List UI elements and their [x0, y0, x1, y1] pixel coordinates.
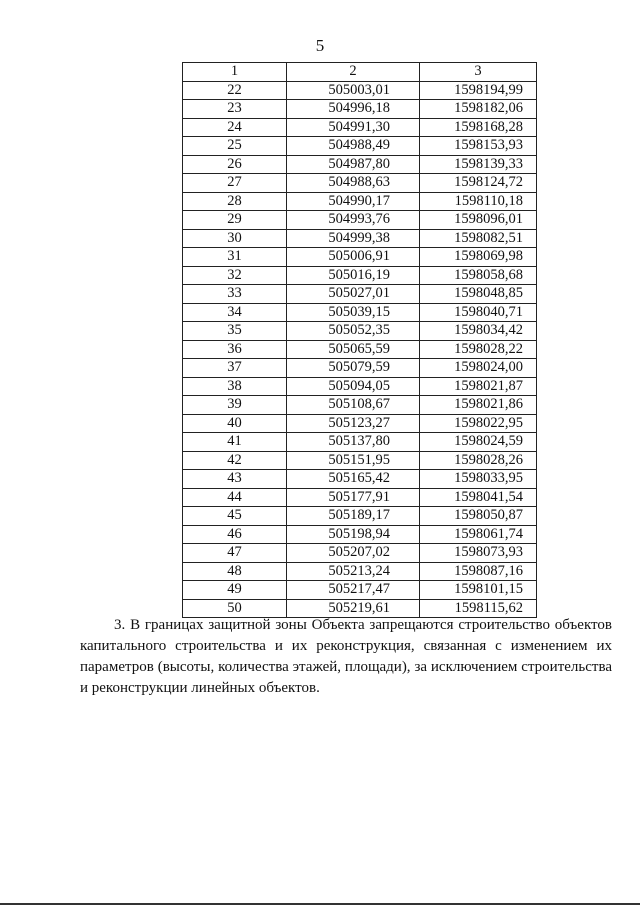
x-coordinate-cell: 504987,80: [287, 155, 420, 174]
point-number-cell: 44: [183, 488, 287, 507]
point-number-cell: 49: [183, 581, 287, 600]
y-coordinate-cell: 1598028,26: [420, 451, 537, 470]
y-coordinate-cell: 1598124,72: [420, 174, 537, 193]
y-coordinate-cell: 1598073,93: [420, 544, 537, 563]
table-body: [183, 81, 537, 618]
x-coordinate-cell: 505003,01: [287, 81, 420, 100]
y-coordinate-cell: 1598182,06: [420, 100, 537, 119]
x-coordinate-cell: 505217,47: [287, 581, 420, 600]
point-number-cell: 35: [183, 322, 287, 341]
x-coordinate-cell: 505165,42: [287, 470, 420, 489]
point-number-cell: 28: [183, 192, 287, 211]
table-row: [183, 248, 537, 267]
y-coordinate-cell: 1598024,59: [420, 433, 537, 452]
point-number-cell: 31: [183, 248, 287, 267]
y-coordinate-cell: 1598153,93: [420, 137, 537, 156]
y-coordinate-cell: 1598110,18: [420, 192, 537, 211]
x-coordinate-cell: 505016,19: [287, 266, 420, 285]
x-coordinate-cell: 505123,27: [287, 414, 420, 433]
table-row: [183, 396, 537, 415]
point-number-cell: 37: [183, 359, 287, 378]
x-coordinate-cell: 504996,18: [287, 100, 420, 119]
x-coordinate-cell: 504990,17: [287, 192, 420, 211]
table-row: [183, 174, 537, 193]
table-row: [183, 192, 537, 211]
point-number-cell: 50: [183, 599, 287, 618]
point-number-cell: 36: [183, 340, 287, 359]
point-number-cell: 43: [183, 470, 287, 489]
x-coordinate-cell: 505189,17: [287, 507, 420, 526]
x-coordinate-cell: 505198,94: [287, 525, 420, 544]
x-coordinate-cell: 505177,91: [287, 488, 420, 507]
table-row: [183, 581, 537, 600]
x-coordinate-cell: 505052,35: [287, 322, 420, 341]
x-coordinate-cell: 505219,61: [287, 599, 420, 618]
table-row: [183, 525, 537, 544]
point-number-cell: 30: [183, 229, 287, 248]
point-number-cell: 34: [183, 303, 287, 322]
y-coordinate-cell: 1598040,71: [420, 303, 537, 322]
page-number: 5: [315, 36, 325, 55]
point-number-cell: 38: [183, 377, 287, 396]
y-coordinate-cell: 1598058,68: [420, 266, 537, 285]
x-coordinate-cell: 505039,15: [287, 303, 420, 322]
x-coordinate-cell: 504988,49: [287, 137, 420, 156]
x-coordinate-cell: 504991,30: [287, 118, 420, 137]
y-coordinate-cell: 1598082,51: [420, 229, 537, 248]
x-coordinate-cell: 505213,24: [287, 562, 420, 581]
y-coordinate-cell: 1598021,86: [420, 396, 537, 415]
y-coordinate-cell: 1598087,16: [420, 562, 537, 581]
y-coordinate-cell: 1598041,54: [420, 488, 537, 507]
point-number-cell: 26: [183, 155, 287, 174]
y-coordinate-cell: 1598096,01: [420, 211, 537, 230]
table-row: [183, 562, 537, 581]
table-row: [183, 118, 537, 137]
point-number-cell: 42: [183, 451, 287, 470]
column-header-3: 3: [420, 63, 537, 82]
y-coordinate-cell: 1598022,95: [420, 414, 537, 433]
y-coordinate-cell: 1598115,62: [420, 599, 537, 618]
point-number-cell: 45: [183, 507, 287, 526]
table-row: [183, 100, 537, 119]
point-number-cell: 41: [183, 433, 287, 452]
coordinates-table: [182, 62, 537, 618]
x-coordinate-cell: 505137,80: [287, 433, 420, 452]
table-row: [183, 229, 537, 248]
x-coordinate-cell: 505094,05: [287, 377, 420, 396]
table-row: [183, 340, 537, 359]
point-number-cell: 33: [183, 285, 287, 304]
table-row: [183, 470, 537, 489]
column-header-1: 1: [183, 63, 287, 82]
x-coordinate-cell: 505207,02: [287, 544, 420, 563]
y-coordinate-cell: 1598024,00: [420, 359, 537, 378]
y-coordinate-cell: 1598139,33: [420, 155, 537, 174]
table-row: [183, 266, 537, 285]
point-number-cell: 39: [183, 396, 287, 415]
table-row: [183, 451, 537, 470]
y-coordinate-cell: 1598033,95: [420, 470, 537, 489]
y-coordinate-cell: 1598028,22: [420, 340, 537, 359]
y-coordinate-cell: 1598069,98: [420, 248, 537, 267]
table-row: [183, 488, 537, 507]
restriction-paragraph: 3. В границах защитной зоны Объекта запрещаются строительство объектов капитального строительства и их реконструкция, связанная с изменением их параметров (высоты, количества этажей, площади), за исключением строительства и реконструкции линейных объектов.: [80, 617, 612, 696]
table-row: [183, 377, 537, 396]
y-coordinate-cell: 1598194,99: [420, 81, 537, 100]
point-number-cell: 22: [183, 81, 287, 100]
y-coordinate-cell: 1598034,42: [420, 322, 537, 341]
point-number-cell: 46: [183, 525, 287, 544]
column-header-2: 2: [287, 63, 420, 82]
table-row: [183, 211, 537, 230]
table-row: [183, 155, 537, 174]
table-header-row: [183, 63, 537, 82]
point-number-cell: 32: [183, 266, 287, 285]
table-row: [183, 359, 537, 378]
table-row: [183, 433, 537, 452]
y-coordinate-cell: 1598048,85: [420, 285, 537, 304]
table-row: [183, 544, 537, 563]
table-row: [183, 303, 537, 322]
point-number-cell: 29: [183, 211, 287, 230]
x-coordinate-cell: 504993,76: [287, 211, 420, 230]
y-coordinate-cell: 1598168,28: [420, 118, 537, 137]
x-coordinate-cell: 505151,95: [287, 451, 420, 470]
x-coordinate-cell: 504999,38: [287, 229, 420, 248]
y-coordinate-cell: 1598061,74: [420, 525, 537, 544]
table-row: [183, 414, 537, 433]
point-number-cell: 25: [183, 137, 287, 156]
x-coordinate-cell: 505065,59: [287, 340, 420, 359]
table-row: [183, 137, 537, 156]
table-row: [183, 507, 537, 526]
point-number-cell: 40: [183, 414, 287, 433]
y-coordinate-cell: 1598021,87: [420, 377, 537, 396]
point-number-cell: 48: [183, 562, 287, 581]
x-coordinate-cell: 505006,91: [287, 248, 420, 267]
x-coordinate-cell: 505079,59: [287, 359, 420, 378]
x-coordinate-cell: 505027,01: [287, 285, 420, 304]
y-coordinate-cell: 1598101,15: [420, 581, 537, 600]
table-row: [183, 285, 537, 304]
y-coordinate-cell: 1598050,87: [420, 507, 537, 526]
x-coordinate-cell: 505108,67: [287, 396, 420, 415]
point-number-cell: 27: [183, 174, 287, 193]
point-number-cell: 47: [183, 544, 287, 563]
table-row: [183, 81, 537, 100]
x-coordinate-cell: 504988,63: [287, 174, 420, 193]
point-number-cell: 23: [183, 100, 287, 119]
point-number-cell: 24: [183, 118, 287, 137]
table-row: [183, 322, 537, 341]
